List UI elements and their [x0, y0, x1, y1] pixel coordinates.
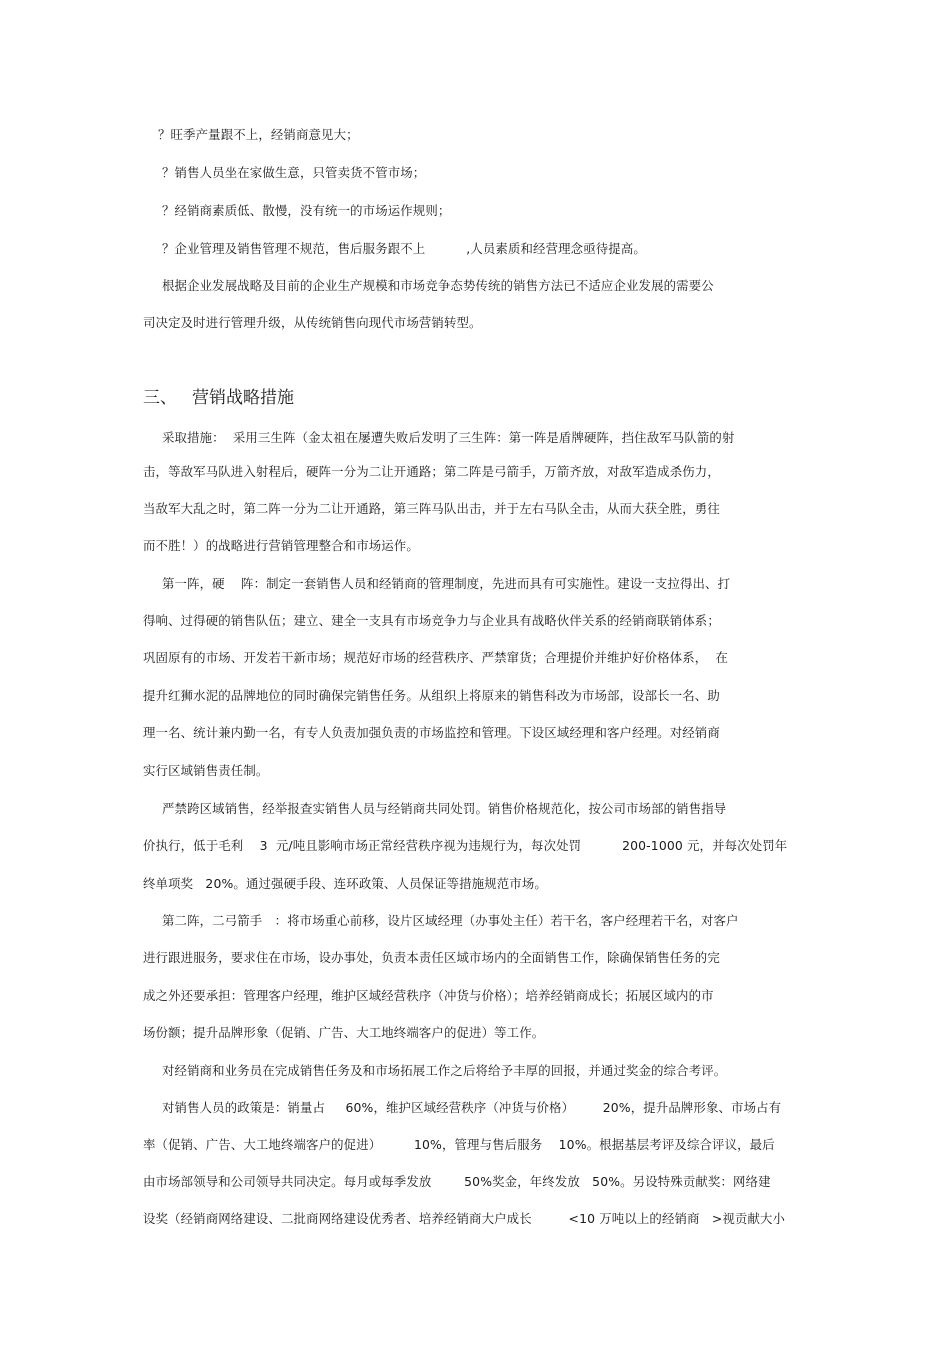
paragraph-line: 场份额；提升品牌形象（促销、广告、大工地终端客户的促进）等工作。: [143, 1025, 545, 1040]
paragraph-line: 率（促销、广告、大工地终端客户的促进） 10%，管理与售后服务 10%。根据基层考评及综合评议，最后: [143, 1137, 775, 1152]
paragraph-line: 采取措施： 采用三生阵（金太祖在屡遭失败后发明了三生阵：第一阵是盾牌硬阵，挡住敌军马队箭的射: [162, 430, 735, 445]
paragraph-line: 实行区域销售责任制。: [143, 763, 269, 778]
paragraph-line: 击，等敌军马队进入射程后，硬阵一分为二让开通路；第二阵是弓箭手，万箭齐放，对敌军造成杀伤力，: [143, 464, 720, 479]
paragraph-line: 第一阵，硬 阵：制定一套销售人员和经销商的管理制度，先进而具有可实施性。建设一支拉得出、打: [162, 576, 731, 591]
paragraph-line: 设奖（经销商网络建设、二批商网络建设优秀者、培养经销商大户成长 <10 万吨以上的经销商 >视贡献大小: [143, 1211, 786, 1226]
bullet-line: ？经销商素质低、散慢，没有统一的市场运作规则；: [162, 203, 451, 218]
paragraph-line: 而不胜！）的战略进行营销管理整合和市场运作。: [143, 538, 419, 553]
paragraph-line: 价执行，低于毛利 3 元/吨且影响市场正常经营秩序视为违规行为，每次处罚 200-1000 元，并每次处罚年: [143, 838, 788, 853]
paragraph-line: 第二阵，二弓箭手 ：将市场重心前移，设片区域经理（办事处主任）若干名，客户经理若干名，对客户: [162, 913, 739, 928]
paragraph-line: 成之外还要承担：管理客户经理，维护区域经营秩序（冲货与价格）；培养经销商成长；拓展区域内的市: [143, 988, 714, 1003]
paragraph-line: 巩固原有的市场、开发若干新市场；规范好市场的经营秩序、严禁窜货；合理提价并维护好价格体系， 在: [143, 650, 729, 665]
paragraph-line: 当敌军大乱之时，第二阵一分为二让开通路，第三阵马队出击，并于左右马队全击，从而大获全胜，勇往: [143, 501, 720, 516]
paragraph-line: 提升红狮水泥的品牌地位的同时确保完销售任务。从组织上将原来的销售科改为市场部，设部长一名、助: [143, 688, 720, 703]
paragraph-line: 对销售人员的政策是：销量占 60%，维护区域经营秩序（冲货与价格） 20%，提升品牌形象、市场占有: [162, 1100, 782, 1115]
paragraph-line: 司决定及时进行管理升级，从传统销售向现代市场营销转型。: [143, 315, 482, 330]
paragraph-line: 进行跟进服务，要求住在市场，设办事处，负责本责任区域市场内的全面销售工作，除确保销售任务的完: [143, 950, 720, 965]
bullet-line: ？旺季产量跟不上，经销商意见大；: [158, 127, 359, 142]
paragraph-line: 由市场部领导和公司领导共同决定。每月或每季发放 50%奖金，年终发放 50%。另设特殊贡献奖：网络建: [143, 1174, 771, 1189]
paragraph-line: 得响、过得硬的销售队伍；建立、建全一支具有市场竞争力与企业具有战略伙伴关系的经销商联销体系；: [143, 613, 720, 628]
section-title: 营销战略措施: [192, 388, 294, 408]
section-number: 三、: [143, 388, 177, 408]
bullet-line: ？销售人员坐在家做生意，只管卖货不管市场；: [162, 165, 426, 180]
bullet-line: ？企业管理及销售管理不规范，售后服务跟不上 ,人员素质和经营理念亟待提高。: [162, 241, 646, 256]
paragraph-line: 根据企业发展战略及目前的企业生产规模和市场竞争态势传统的销售方法已不适应企业发展的需要公: [162, 278, 714, 293]
paragraph-line: 理一名、统计兼内勤一名，有专人负责加强负责的市场监控和管理。下设区域经理和客户经理。对经销商: [143, 725, 720, 740]
paragraph-line: 严禁跨区域销售，经举报查实销售人员与经销商共同处罚。销售价格规范化，按公司市场部的销售指导: [162, 801, 727, 816]
paragraph-line: 终单项奖 20%。通过强硬手段、连环政策、人员保证等措施规范市场。: [143, 876, 547, 891]
paragraph-line: 对经销商和业务员在完成销售任务及和市场拓展工作之后将给予丰厚的回报，并通过奖金的综合考评。: [162, 1063, 727, 1078]
